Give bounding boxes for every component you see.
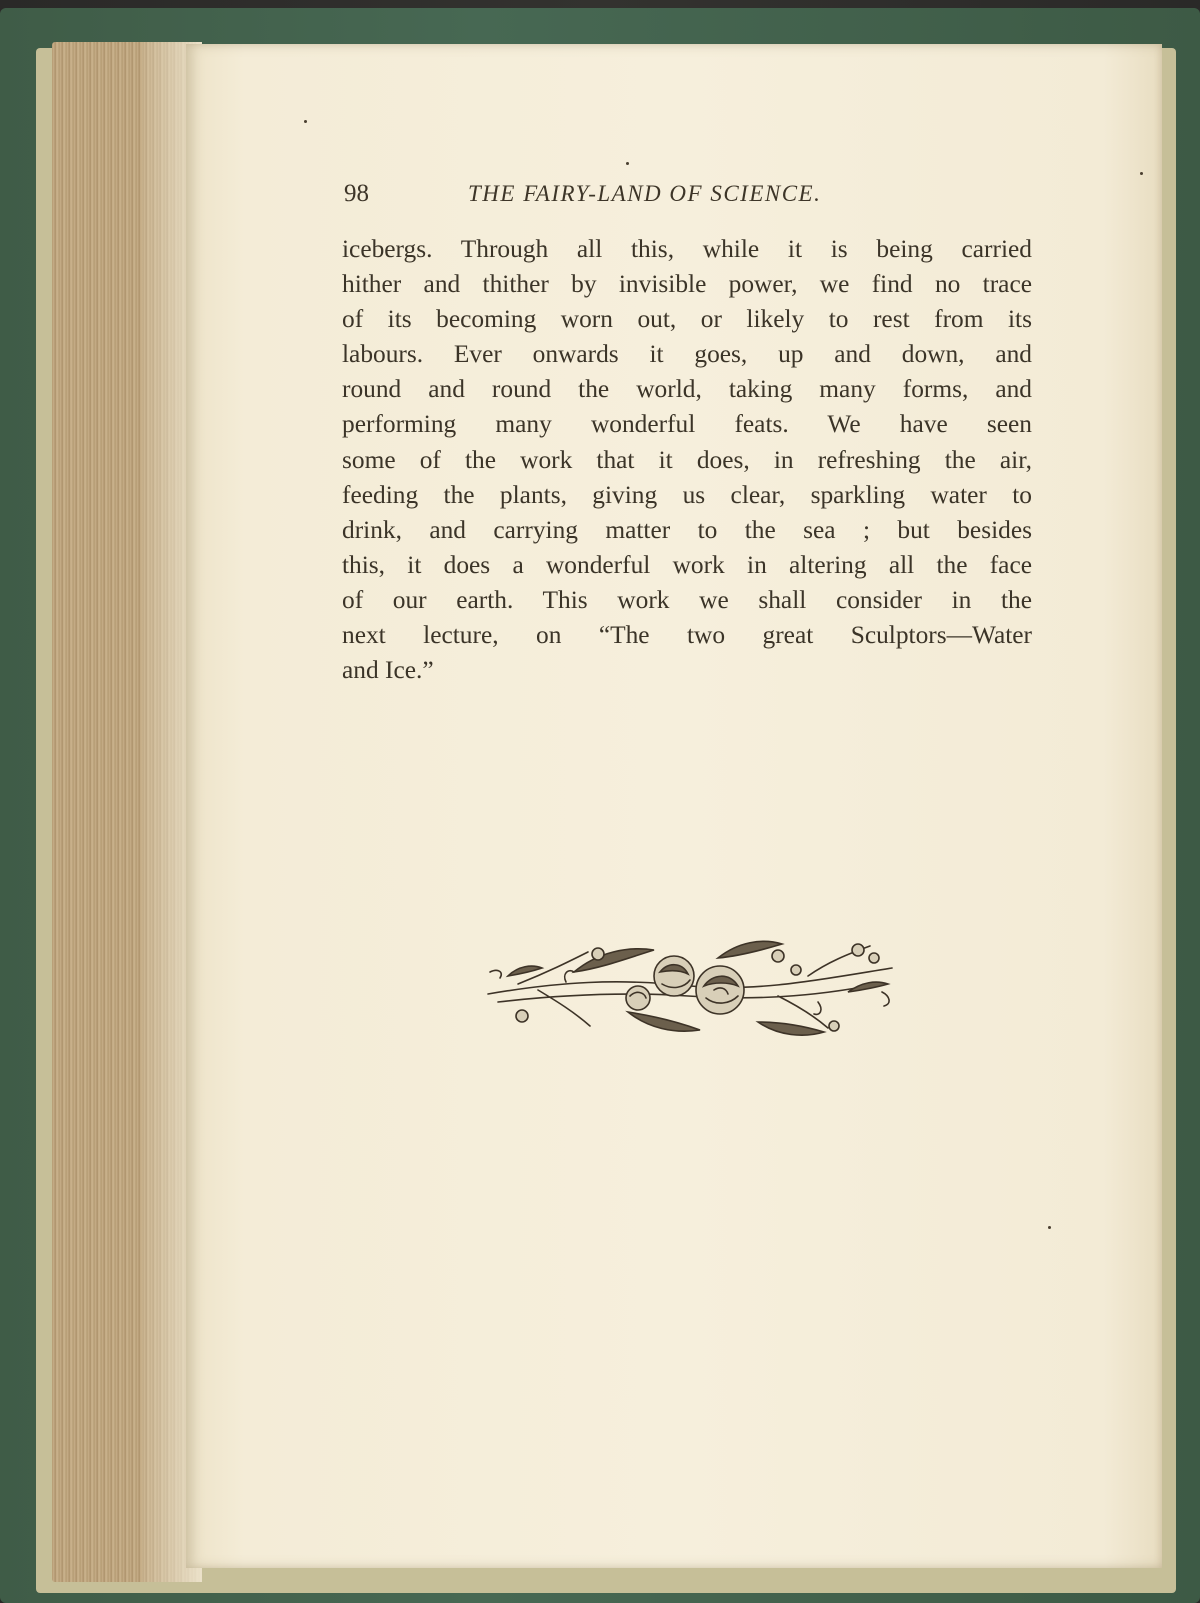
text-line: hither and thither by invisible power, we find no trace <box>342 270 1032 299</box>
running-title: THE FAIRY-LAND OF SCIENCE. <box>468 181 822 206</box>
body-text <box>342 232 1032 688</box>
text-line: performing many wonderful feats. We have seen <box>342 410 1032 439</box>
text-line: feeding the plants, giving us clear, sparkling water to <box>342 480 1032 509</box>
text-line: round and round the world, taking many forms, and <box>342 375 1032 404</box>
text-line: of our earth. This work we shall consider in the <box>342 585 1032 614</box>
text-line: icebergs. Through all this, while it is being carried <box>342 235 1032 263</box>
page-edges <box>52 42 202 1582</box>
page-number: 98 <box>344 180 369 207</box>
text-line: next lecture, on “The two great Sculptors—Water <box>342 621 1032 650</box>
text-line: some of the work that it does, in refreshing the air, <box>342 445 1032 474</box>
text-line: this, it does a wonderful work in altering all the face <box>342 550 1032 579</box>
text-line-last: and Ice.” <box>342 656 434 685</box>
paper-speck <box>1140 172 1143 175</box>
text-line: drink, and carrying matter to the sea ; but besides <box>342 515 1032 544</box>
floral-tailpiece-icon <box>478 932 902 1042</box>
paper-speck <box>1048 1226 1051 1229</box>
paper-speck <box>304 120 307 123</box>
text-line: labours. Ever onwards it goes, up and down, and <box>342 340 1032 369</box>
paper-speck <box>626 162 629 165</box>
running-header <box>344 180 1044 220</box>
book-page <box>186 44 1162 1568</box>
text-line: of its becoming worn out, or likely to rest from its <box>342 305 1032 334</box>
